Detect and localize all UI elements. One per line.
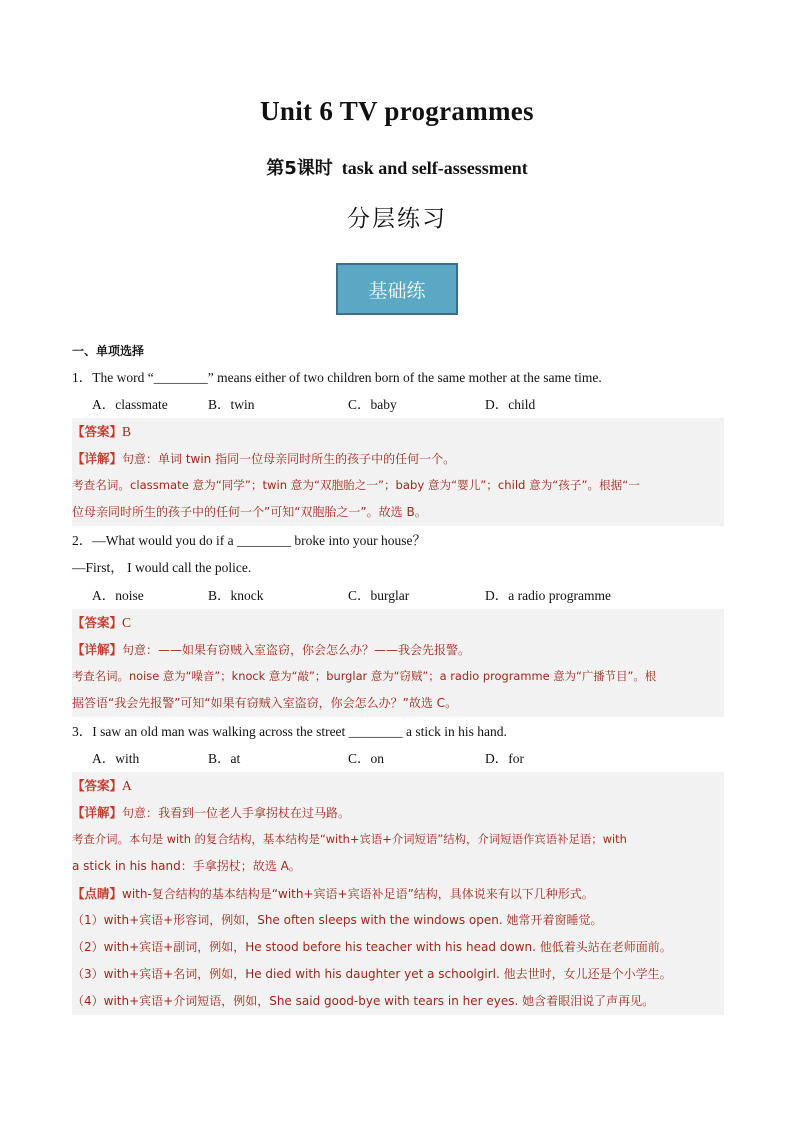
level-badge	[336, 263, 458, 315]
level-label: 基础练	[368, 279, 426, 302]
question-3-options	[92, 745, 724, 772]
practice-heading: 分层练习	[347, 206, 447, 232]
q3-tip-line	[72, 880, 724, 907]
q1-detail-line-1	[72, 445, 724, 472]
q3-detail-line-3: a stick in his hand：手拿拐杖；故选 A。	[72, 853, 724, 880]
q2-option-a: A．noise	[92, 588, 144, 603]
lesson-number: 第5课时	[266, 158, 333, 179]
q2-answer: C	[122, 615, 132, 630]
question-1-stem: 1．The word “________” means either of two children born of the same mother at the same time.	[72, 370, 602, 385]
question-1-options	[92, 391, 724, 418]
section-heading: 一、单项选择	[72, 344, 145, 358]
q3-detail-text-1: 句意：我看到一位老人手拿拐杖在过马路。	[122, 806, 351, 820]
q3-detail-line-2: 考查介词。本句是 with 的复合结构，基本结构是“with+宾语+介词短语”结构，介词短语作宾语补足语；with	[72, 826, 724, 853]
detail-tag: 【详解】	[72, 642, 123, 657]
lesson-subtitle	[0, 154, 794, 180]
q2-option-c: C．burglar	[348, 588, 410, 603]
q2-detail-line-1	[72, 636, 724, 663]
q3-tip-item-4: （4）with+宾语+介词短语，例如，She said good-bye with tears in her eyes. 她含着眼泪说了声再见。	[72, 988, 724, 1015]
q3-tip-text: with-复合结构的基本结构是“with+宾语+宾语补足语”结构，具体说来有以下几种形式。	[122, 887, 594, 901]
q3-tip-item-3: （3）with+宾语+名词，例如，He died with his daughter yet a schoolgirl. 他去世时，女儿还是个小学生。	[72, 961, 724, 988]
q1-option-b: B．twin	[208, 397, 255, 412]
q1-answer-line	[72, 418, 724, 445]
q1-option-c: C．baby	[348, 397, 397, 412]
answer-tag: 【答案】	[72, 424, 123, 439]
detail-tag: 【详解】	[72, 805, 123, 820]
q3-tip-item-1: （1）with+宾语+形容词，例如，She often sleeps with the windows open. 她常开着窗睡觉。	[72, 907, 724, 934]
q3-option-a: A．with	[92, 751, 140, 766]
q3-option-d: D．for	[485, 751, 524, 766]
q1-answer: B	[122, 424, 132, 439]
q1-option-d: D．child	[485, 397, 536, 412]
q3-answer-line	[72, 772, 724, 799]
q3-detail-line-1	[72, 799, 724, 826]
unit-title: Unit 6 TV programmes	[260, 96, 534, 126]
q1-option-a: A．classmate	[92, 397, 168, 412]
tip-tag: 【点睛】	[72, 886, 123, 901]
question-3-stem: 3．I saw an old man was walking across the street ________ a stick in his hand.	[72, 724, 507, 739]
q3-option-b: B．at	[208, 751, 241, 766]
q3-answer: A	[122, 778, 132, 793]
q2-detail-line-3: 据答语“我会先报警”可知“如果有窃贼入室盗窃，你会怎么办？”故选 C。	[72, 690, 724, 717]
q2-detail-text-1: 句意：——如果有窃贼入室盗窃，你会怎么办？——我会先报警。	[122, 643, 471, 657]
detail-tag: 【详解】	[72, 451, 123, 466]
answer-tag: 【答案】	[72, 778, 123, 793]
q2-detail-line-2: 考查名词。noise 意为“噪音”；knock 意为“敲”；burglar 意为“窃贼”；a radio programme 意为“广播节目”。根	[72, 663, 724, 690]
question-2-options	[92, 582, 724, 609]
q2-option-b: B．knock	[208, 588, 264, 603]
q3-option-c: C．on	[348, 751, 385, 766]
q2-option-d: D．a radio programme	[485, 588, 611, 603]
q1-detail-line-3: 位母亲同时所生的孩子中的任何一个”可知“双胞胎之一”。故选 B。	[72, 499, 724, 526]
lesson-topic: task and self-assessment	[341, 158, 528, 178]
q1-detail-line-2: 考查名词。classmate 意为“同学”；twin 意为“双胞胎之一”；baby 意为“婴儿”；child 意为“孩子”。根据“一	[72, 472, 724, 499]
q1-detail-text-1: 句意：单词 twin 指同一位母亲同时所生的孩子中的任何一个。	[122, 452, 456, 466]
q2-answer-line	[72, 609, 724, 636]
question-2-stem: 2．—What would you do if a ________ broke into your house？	[72, 533, 426, 548]
answer-tag: 【答案】	[72, 615, 123, 630]
question-2-stem-2: —First， I would call the police.	[72, 560, 252, 575]
q3-tip-item-2: （2）with+宾语+副词，例如，He stood before his teacher with his head down. 他低着头站在老师面前。	[72, 934, 724, 961]
